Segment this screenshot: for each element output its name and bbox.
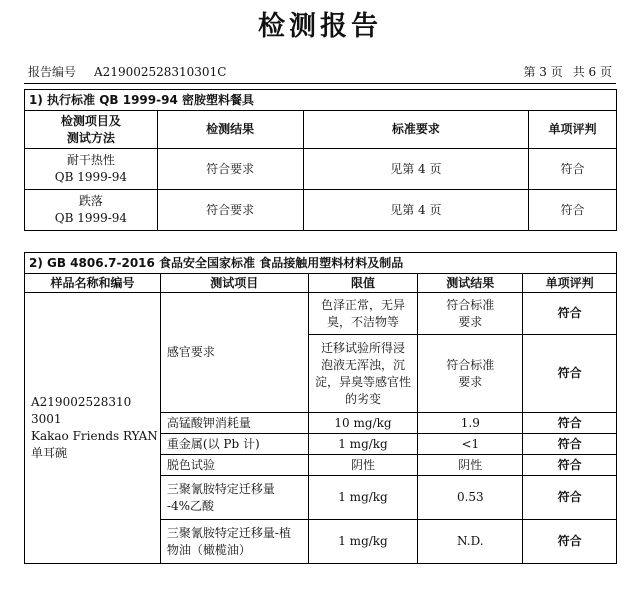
col-header-item: 检测项目及 测试方法	[25, 111, 158, 149]
table-row	[25, 190, 617, 231]
table-row	[25, 149, 617, 190]
sample-name: A219002528310 3001 Kakao Friends RYAN 单耳碗	[25, 293, 161, 564]
verdict: 符合	[529, 190, 617, 231]
test-result: <1	[418, 434, 523, 455]
section2-table	[24, 252, 617, 564]
test-result: 阴性	[418, 455, 523, 476]
limit: 10 mg/kg	[308, 413, 418, 434]
col-header-requirement: 标准要求	[303, 111, 529, 149]
col-header-limit: 限值	[308, 274, 418, 293]
limit: 1 mg/kg	[308, 476, 418, 520]
report-number-value: A219002528310301C	[94, 65, 227, 79]
test-item: 三聚氰胺特定迁移量 -4%乙酸	[160, 476, 308, 520]
report-title: 检测报告	[258, 11, 382, 42]
standard-requirement: 见第 4 页	[303, 149, 529, 190]
report-number	[28, 63, 244, 80]
header-rule	[24, 83, 616, 84]
test-result: 符合标准 要求	[418, 335, 523, 413]
verdict: 符合	[523, 476, 617, 520]
test-item-sensory: 感官要求	[160, 293, 308, 413]
standard-requirement: 见第 4 页	[303, 190, 529, 231]
table-row	[25, 293, 617, 335]
section1-table	[24, 89, 617, 231]
test-item: 三聚氰胺特定迁移量-植 物油（橄榄油）	[160, 520, 308, 564]
test-result: 符合标准 要求	[418, 293, 523, 335]
col-header-test-item: 测试项目	[160, 274, 308, 293]
test-result: 符合要求	[157, 149, 303, 190]
test-item: 耐干热性 QB 1999-94	[25, 149, 158, 190]
test-result: N.D.	[418, 520, 523, 564]
limit: 1 mg/kg	[308, 520, 418, 564]
test-result: 0.53	[418, 476, 523, 520]
test-result: 符合要求	[157, 190, 303, 231]
verdict: 符合	[523, 293, 617, 335]
page-indicator	[513, 63, 612, 80]
section2-heading: 2) GB 4806.7-2016 食品安全国家标准 食品接触用塑料材料及制品	[25, 253, 617, 274]
verdict: 符合	[529, 149, 617, 190]
test-item: 跌落 QB 1999-94	[25, 190, 158, 231]
page-current: 第 3 页	[523, 65, 563, 79]
report-number-label: 报告编号	[28, 65, 77, 79]
verdict: 符合	[523, 520, 617, 564]
col-header-result: 检测结果	[157, 111, 303, 149]
test-item: 高锰酸钾消耗量	[160, 413, 308, 434]
limit: 1 mg/kg	[308, 434, 418, 455]
verdict: 符合	[523, 335, 617, 413]
page-total: 共 6 页	[572, 65, 612, 79]
report-meta	[28, 63, 612, 80]
verdict: 符合	[523, 434, 617, 455]
col-header-verdict: 单项评判	[523, 274, 617, 293]
verdict: 符合	[523, 413, 617, 434]
verdict: 符合	[523, 455, 617, 476]
limit: 阴性	[308, 455, 418, 476]
section1-heading: 1) 执行标准 QB 1999-94 密胺塑料餐具	[25, 90, 617, 111]
col-header-sample: 样品名称和编号	[25, 274, 161, 293]
limit: 迁移试验所得浸 泡液无浑浊，沉 淀，异臭等感官性 的劣变	[308, 335, 418, 413]
test-item: 脱色试验	[160, 455, 308, 476]
col-header-test-result: 测试结果	[418, 274, 523, 293]
col-header-verdict: 单项评判	[529, 111, 617, 149]
limit: 色泽正常，无异 臭，不洁物等	[308, 293, 418, 335]
test-item: 重金属(以 Pb 计)	[160, 434, 308, 455]
test-result: 1.9	[418, 413, 523, 434]
